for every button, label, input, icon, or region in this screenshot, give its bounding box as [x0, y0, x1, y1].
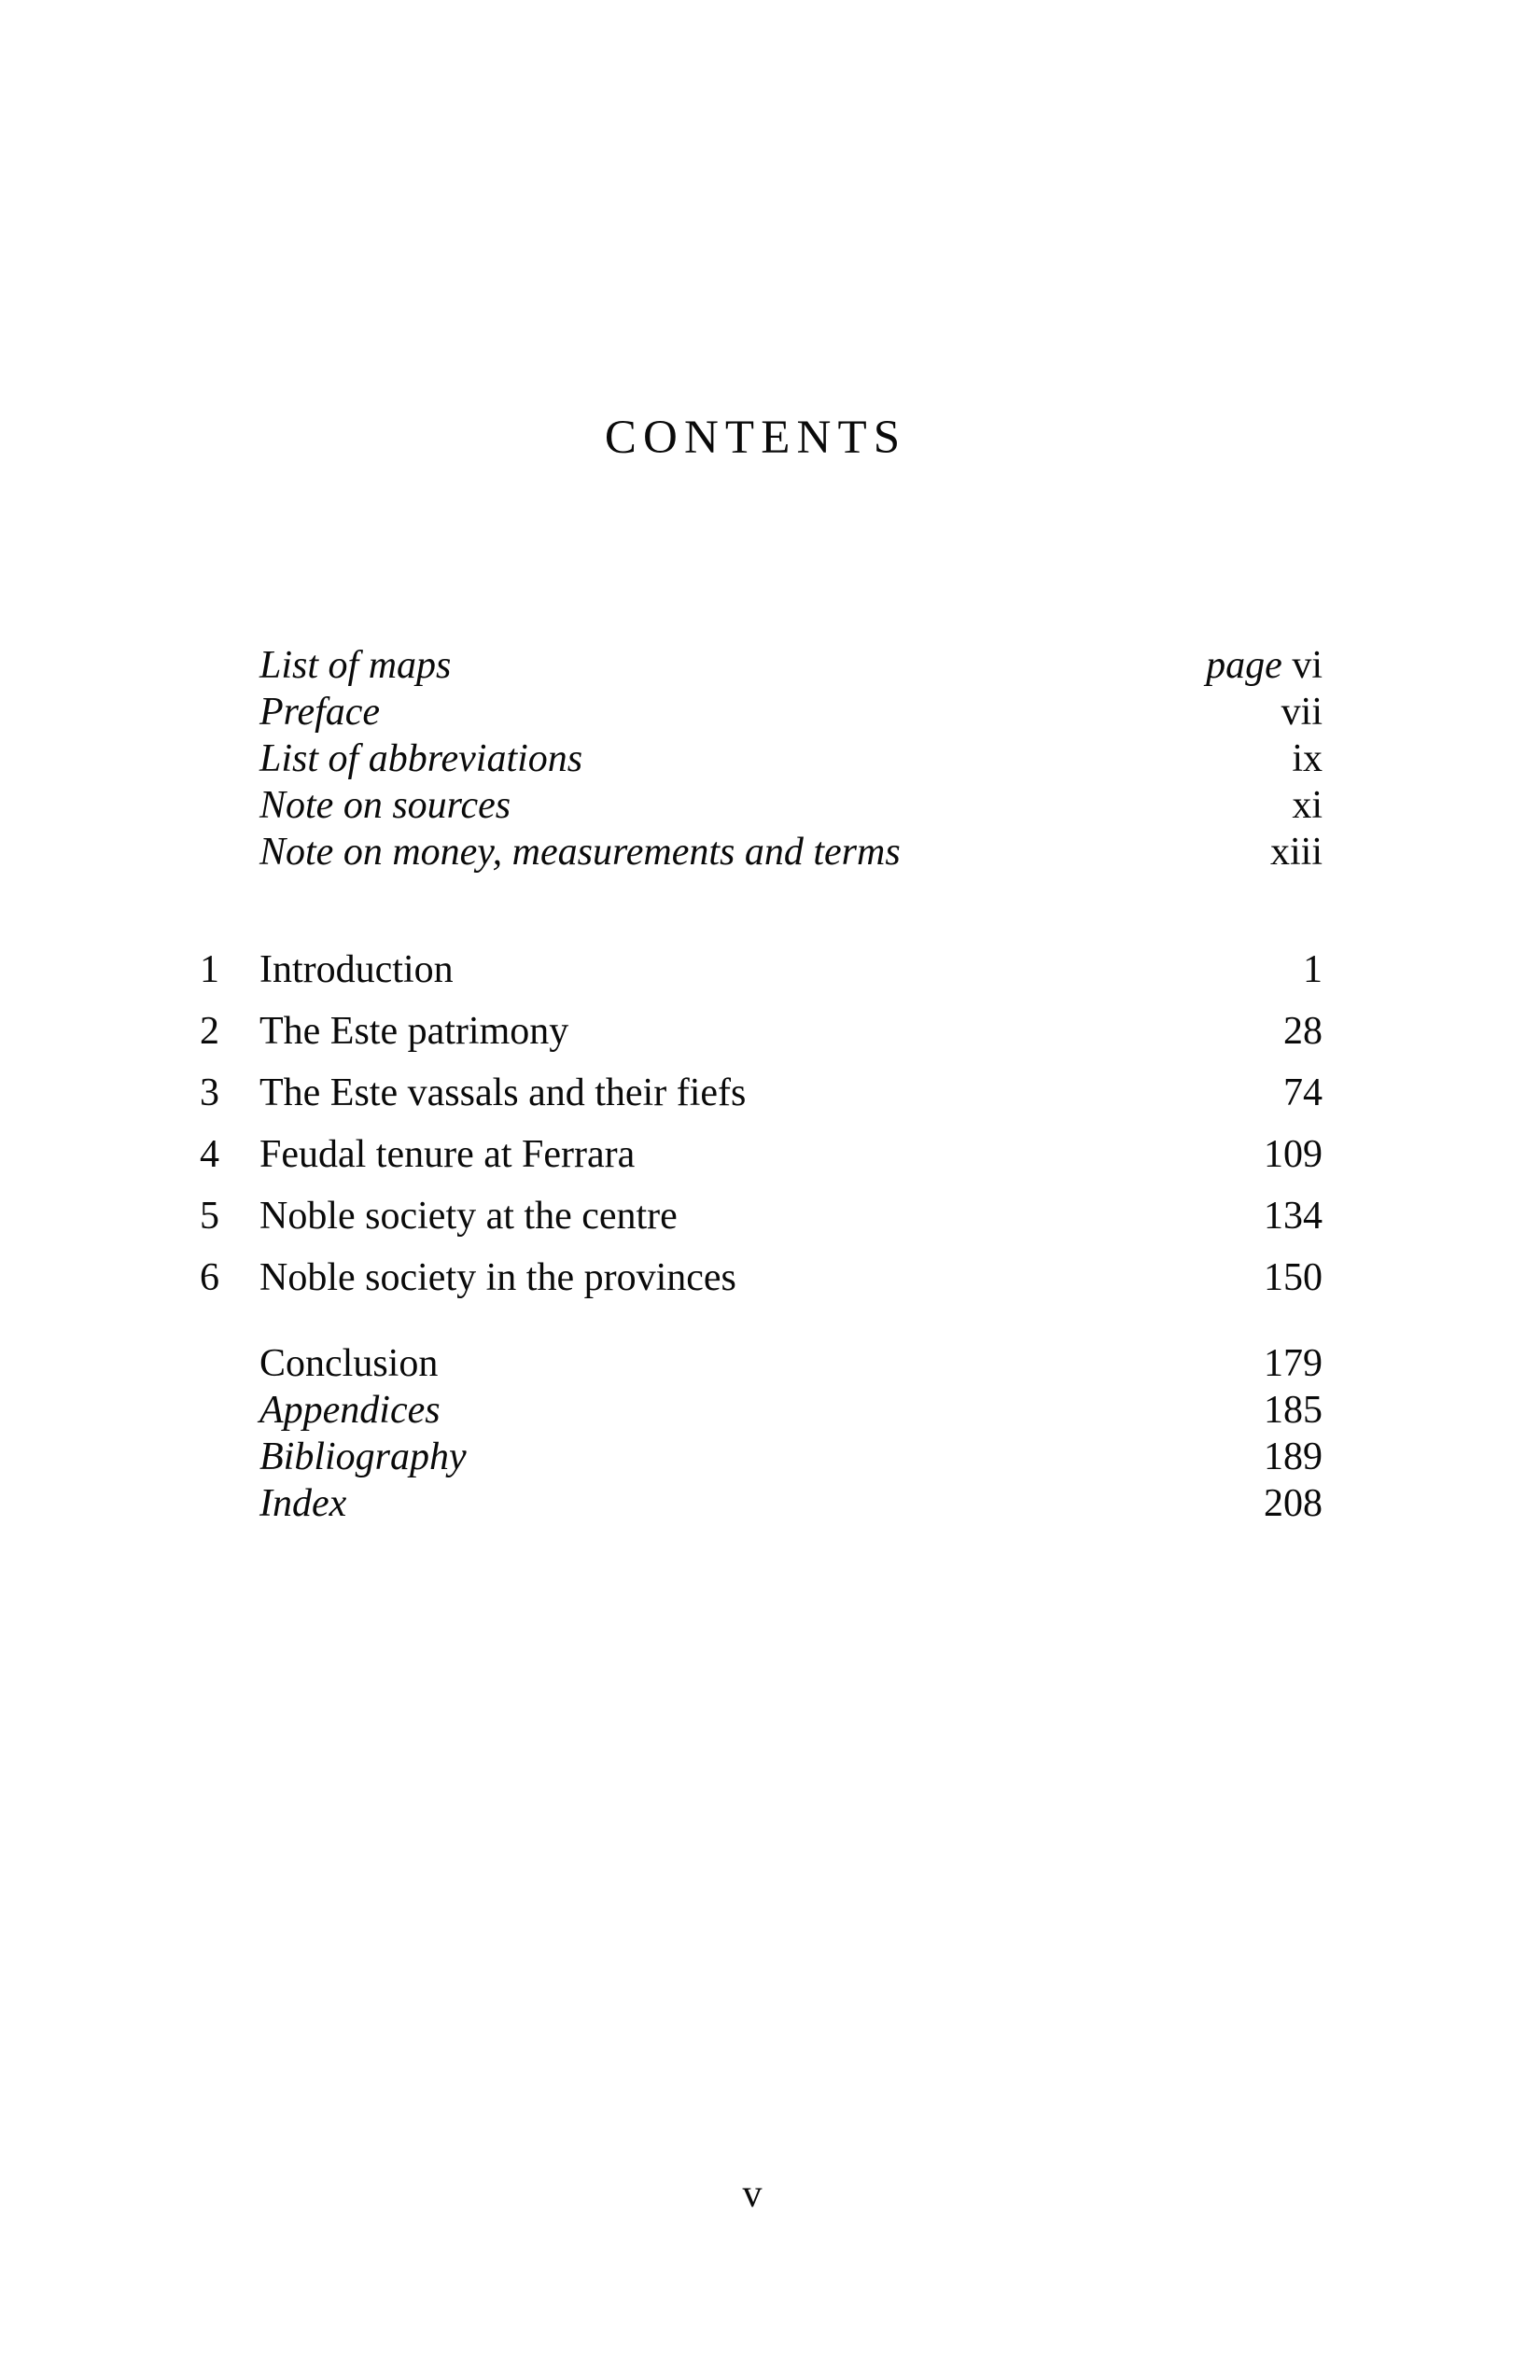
page-number: 109	[1264, 1133, 1323, 1176]
page-word-label: page	[1206, 644, 1282, 687]
front-matter-label: Note on money, measurements and terms	[259, 831, 901, 874]
page-number: xi	[1292, 784, 1323, 827]
back-matter-row	[182, 1340, 1323, 1387]
front-matter-list	[182, 642, 1323, 875]
chapter-row	[182, 1185, 1323, 1247]
chapter-row	[182, 939, 1323, 1001]
chapter-title: Feudal tenure at Ferrara	[259, 1133, 636, 1176]
front-matter-row	[182, 642, 1323, 689]
chapter-number: 4	[200, 1133, 219, 1176]
front-matter-label: Note on sources	[259, 784, 511, 827]
back-matter-row	[182, 1387, 1323, 1434]
page-header	[182, 411, 1323, 465]
chapter-title: Noble society at the centre	[259, 1195, 678, 1238]
chapter-number: 1	[200, 948, 219, 991]
chapter-list	[182, 939, 1323, 1309]
chapter-row	[182, 1062, 1323, 1124]
page-number: 28	[1283, 1010, 1323, 1053]
chapter-title: The Este vassals and their fiefs	[259, 1071, 747, 1114]
page-number: ix	[1292, 737, 1323, 780]
front-matter-row	[182, 735, 1323, 782]
chapter-number: 3	[200, 1071, 219, 1114]
page-number: 1	[1303, 948, 1323, 991]
page-title: CONTENTS	[604, 412, 907, 464]
page-number: 74	[1283, 1071, 1323, 1114]
chapter-number: 2	[200, 1010, 219, 1053]
page-number: xiii	[1269, 831, 1323, 874]
front-matter-row	[182, 782, 1323, 829]
front-matter-row	[182, 689, 1323, 735]
front-matter-label: List of abbreviations	[259, 737, 583, 780]
page-number: 189	[1264, 1435, 1323, 1478]
page-number: 179	[1264, 1342, 1323, 1385]
page-number: vii	[1281, 691, 1323, 734]
chapter-row	[182, 1247, 1323, 1309]
page-number: 185	[1264, 1389, 1323, 1432]
page-number: 208	[1264, 1482, 1323, 1525]
chapter-title: Noble society in the provinces	[259, 1256, 736, 1299]
back-matter-list	[182, 1340, 1323, 1527]
chapter-number: 6	[200, 1256, 219, 1299]
back-matter-label: Appendices	[259, 1389, 441, 1432]
front-matter-label: Preface	[259, 691, 381, 734]
front-matter-page	[1206, 642, 1323, 689]
page-number: 150	[1264, 1256, 1323, 1299]
back-matter-row	[182, 1434, 1323, 1480]
page-number: 134	[1264, 1195, 1323, 1238]
front-matter-row	[182, 829, 1323, 875]
chapter-row	[182, 1124, 1323, 1185]
chapter-number: 5	[200, 1195, 219, 1238]
chapter-title: Introduction	[259, 948, 454, 991]
back-matter-label: Conclusion	[259, 1342, 439, 1385]
page-folio: v	[742, 2173, 763, 2216]
back-matter-label: Index	[259, 1482, 347, 1525]
back-matter-row	[182, 1480, 1323, 1527]
chapter-row	[182, 1001, 1323, 1062]
back-matter-label: Bibliography	[259, 1435, 467, 1478]
front-matter-label: List of maps	[259, 644, 452, 687]
chapter-title: The Este patrimony	[259, 1010, 569, 1053]
page-number: vi	[1292, 644, 1323, 687]
